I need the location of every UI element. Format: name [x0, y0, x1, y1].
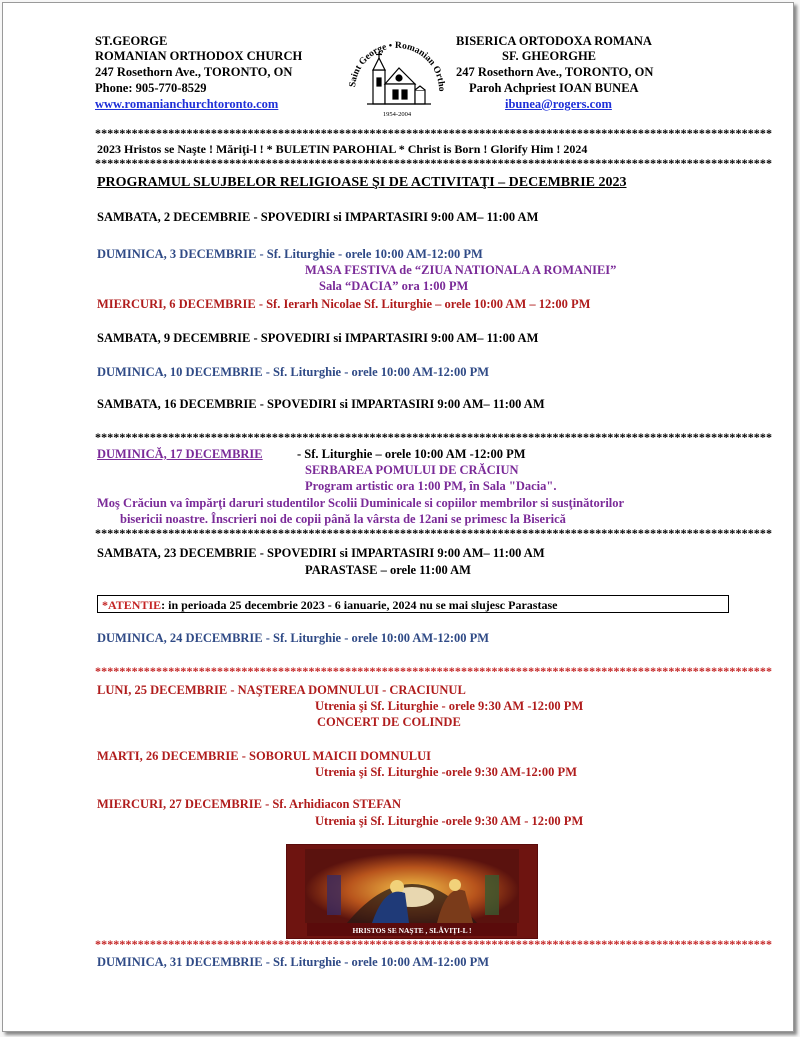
notice-text: : in perioada 25 decembrie 2023 - 6 ianuarie, 2024 nu se mai slujesc Parastase: [161, 598, 558, 612]
entry-sun-17: - Sf. Liturghie – orele 10:00 AM -12:00 PM: [297, 447, 526, 461]
stars-divider: ***************************************************************************************************************: [95, 156, 773, 170]
stars-divider-red: ***************************************************************************************************************: [95, 937, 773, 951]
entry-sun-17-date: DUMINICĂ, 17 DECEMBRIE: [97, 447, 263, 461]
entry-mon-25-concert: CONCERT DE COLINDE: [317, 715, 461, 729]
entry-sun-10: DUMINICA, 10 DECEMBRIE - Sf. Liturghie - orele 10:00 AM-12:00 PM: [97, 365, 490, 379]
phone: Phone: 905-770-8529: [95, 81, 207, 95]
website-link[interactable]: www.romanianchurchtoronto.com: [95, 97, 279, 111]
entry-sun-3: DUMINICA, 3 DECEMBRIE - Sf. Liturghie - orele 10:00 AM-12:00 PM: [97, 247, 483, 261]
church-subtitle-en: ROMANIAN ORTHODOX CHURCH: [95, 49, 303, 63]
entry-wed-27: MIERCURI, 27 DECEMBRIE - Sf. Arhidiacon STEFAN: [97, 797, 401, 811]
stars-divider: ***************************************************************************************************************: [95, 430, 773, 444]
notice-label: *ATENTIE: [102, 598, 162, 612]
entry-sat-2: SAMBATA, 2 DECEMBRIE - SPOVEDIRI si IMPARTASIRI 9:00 AM– 11:00 AM: [97, 210, 539, 224]
entry-sun-3-hall: Sala “DACIA” ora 1:00 PM: [319, 279, 469, 293]
logo-arc-text: Saint George • Romanian Ortho: [348, 40, 447, 92]
nativity-icon-image: [286, 844, 538, 939]
church-name-ro: BISERICA ORTODOXA ROMANA: [456, 34, 652, 48]
entry-tue-26-service: Utrenia şi Sf. Liturghie -orele 9:30 AM-12:00 PM: [315, 765, 577, 779]
church-logo: [341, 32, 453, 120]
church-name-en: ST.GEORGE: [95, 34, 168, 48]
entry-sat-23-parastase: PARASTASE – orele 11:00 AM: [305, 563, 471, 577]
stars-divider: ***************************************************************************************************************: [95, 526, 773, 540]
logo-years: 1954-2004: [382, 111, 412, 118]
entry-mon-25: LUNI, 25 DECEMBRIE - NAŞTEREA DOMNULUI - CRACIUNUL: [97, 683, 466, 697]
stars-divider-red: ***************************************************************************************************************: [95, 664, 773, 678]
entry-mon-25-service: Utrenia şi Sf. Liturghie - orele 9:30 AM -12:00 PM: [315, 699, 584, 713]
address-right: 247 Rosethorn Ave., TORONTO, ON: [456, 65, 654, 79]
address-left: 247 Rosethorn Ave., TORONTO, ON: [95, 65, 293, 79]
stars-divider: ***************************************************************************************************************: [95, 126, 773, 140]
church-subtitle-ro: SF. GHEORGHE: [502, 49, 597, 63]
entry-sun-31: DUMINICA, 31 DECEMBRIE - Sf. Liturghie - orele 10:00 AM-12:00 PM: [97, 955, 490, 969]
entry-sat-9: SAMBATA, 9 DECEMBRIE - SPOVEDIRI si IMPARTASIRI 9:00 AM– 11:00 AM: [97, 331, 539, 345]
entry-sat-23: SAMBATA, 23 DECEMBRIE - SPOVEDIRI si IMPARTASIRI 9:00 AM– 11:00 AM: [97, 546, 545, 560]
entry-wed-27-service: Utrenia şi Sf. Liturghie -orele 9:30 AM - 12:00 PM: [315, 814, 584, 828]
bulletin-page: [2, 2, 794, 1032]
entry-sun-17-tree: SERBAREA POMULUI DE CRĂCIUN: [305, 463, 519, 477]
bulletin-banner: 2023 Hristos se Naşte ! Măriţi-l ! * BULETIN PAROHIAL * Christ is Born ! Glorify Him ! 2024: [97, 142, 588, 156]
email-link[interactable]: ibunea@rogers.com: [505, 97, 612, 111]
entry-sun-3-feast: MASA FESTIVA de “ZIUA NATIONALA A ROMANIEI”: [305, 263, 617, 277]
page-title: PROGRAMUL SLUJBELOR RELIGIOASE ŞI DE ACTIVITAŢI – DECEMBRIE 2023: [97, 175, 627, 190]
icon-caption: HRISTOS SE NAŞTE , SLĂVIŢI-L !: [352, 926, 472, 935]
entry-sun-17-program: Program artistic ora 1:00 PM, în Sala "Dacia".: [305, 479, 557, 493]
entry-sun-24: DUMINICA, 24 DECEMBRIE - Sf. Liturghie - orele 10:00 AM-12:00 PM: [97, 631, 490, 645]
notice-box: [97, 595, 729, 613]
entry-sun-17-registration: bisericii noastre. Înscrieri noi de copii până la vârsta de 12ani se primesc la Biserică: [120, 512, 566, 526]
priest-name: Paroh Achpriest IOAN BUNEA: [469, 81, 639, 95]
entry-tue-26: MARTI, 26 DECEMBRIE - SOBORUL MAICII DOMNULUI: [97, 749, 431, 763]
entry-sun-17-gifts: Moş Crăciun va împărţi daruri studentilor Scolii Duminicale si copiilor membrilor si susţinătorilor: [97, 496, 625, 510]
entry-sat-16: SAMBATA, 16 DECEMBRIE - SPOVEDIRI si IMPARTASIRI 9:00 AM– 11:00 AM: [97, 397, 545, 411]
entry-wed-6: MIERCURI, 6 DECEMBRIE - Sf. Ierarh Nicolae Sf. Liturghie – orele 10:00 AM – 12:00 PM: [97, 297, 591, 311]
